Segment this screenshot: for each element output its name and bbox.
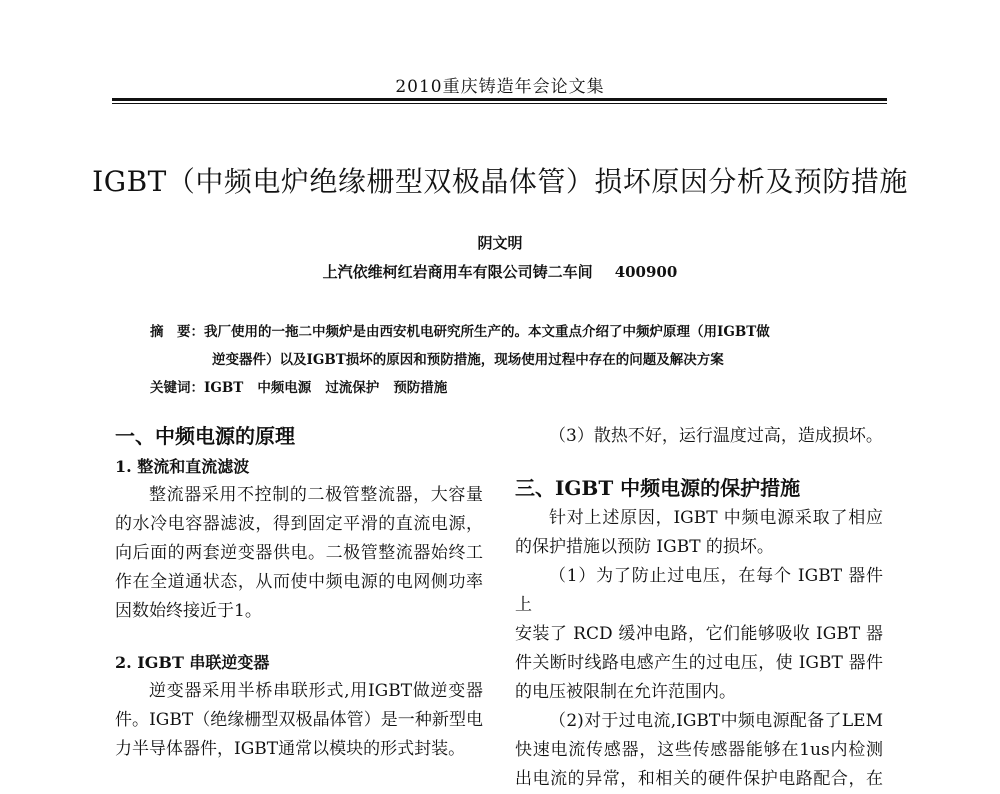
text-line: 针对上述原因，IGBT 中频电源采取了相应	[549, 508, 883, 528]
text-line: （3）散热不好，运行温度过高，造成损坏。	[549, 426, 883, 446]
abstract-label: 摘 要：	[150, 324, 204, 340]
text-line: 作在全道通状态，从而使中频电源的电网侧功率	[115, 572, 483, 592]
text-line: 安装了 RCD 缓冲电路，它们能够吸收 IGBT 器	[515, 624, 883, 644]
text-line: 的保护措施以预防 IGBT 的损坏。	[515, 537, 774, 557]
text-line: 向后面的两套逆变器供电。二极管整流器始终工	[115, 543, 483, 563]
abstract-block	[150, 318, 865, 402]
abstract-text-1: 我厂使用的一拖二中频炉是由西安机电研究所生产的。本文重点介绍了中频炉原理（用IGBT做	[204, 324, 770, 340]
abstract-line-2: 逆变器件）以及IGBT损坏的原因和预防措施，现场使用过程中存在的问题及解决方案	[212, 352, 724, 368]
right-column	[515, 420, 883, 794]
left-column	[115, 420, 483, 764]
affiliation-name: 上汽依维柯红岩商用车有限公司铸二车间	[322, 263, 593, 281]
postcode: 400900	[614, 263, 678, 281]
text-line: 件关断时线路电感产生的过电压，使 IGBT 器件	[515, 653, 883, 673]
text-line: （1）为了防止过电压，在每个 IGBT 器件上	[515, 566, 883, 615]
text-line: 逆变器采用半桥串联形式,用IGBT做逆变器	[149, 681, 483, 701]
abstract-line-1	[150, 318, 865, 346]
text-line: 的水冷电容器滤波，得到固定平滑的直流电源，	[115, 514, 483, 534]
header-rule-thin	[112, 103, 887, 104]
text-line: 快速电流传感器，这些传感器能够在1us内检测	[515, 740, 883, 760]
keywords-label: 关键词：	[150, 380, 204, 396]
running-head: 2010重庆铸造年会论文集	[395, 77, 605, 97]
text-line: 力半导体器件，IGBT通常以模块的形式封装。	[115, 739, 466, 759]
text-line: 出电流的异常，和相关的硬件保护电路配合，在	[515, 769, 883, 789]
header-rule-thick	[112, 98, 887, 101]
text-line: 因数始终接近于1。	[115, 601, 262, 621]
text-line: 整流器采用不控制的二极管整流器，大容量	[149, 485, 483, 505]
paper-title: IGBT（中频电炉绝缘栅型双极晶体管）损坏原因分析及预防措施	[92, 165, 908, 198]
subsection-heading-2: 2. IGBT 串联逆变器	[115, 653, 270, 672]
author-name: 阴文明	[477, 234, 523, 252]
keyword: IGBT	[204, 380, 244, 396]
keywords-line	[150, 374, 865, 402]
text-line: 的电压被限制在允许范围内。	[515, 682, 736, 702]
keyword: 中频电源	[257, 380, 312, 396]
keyword: 预防措施	[393, 380, 448, 396]
section-heading-3: 三、IGBT 中频电源的保护措施	[515, 476, 801, 500]
affiliation	[0, 261, 1000, 282]
section-heading-1: 一、中频电源的原理	[115, 424, 295, 448]
keyword: 过流保护	[325, 380, 380, 396]
text-line: 件。IGBT（绝缘栅型双极晶体管）是一种新型电	[115, 710, 483, 730]
subsection-heading-1: 1. 整流和直流滤波	[115, 457, 250, 476]
text-line: （2)对于过电流,IGBT中频电源配备了LEM	[549, 711, 883, 731]
